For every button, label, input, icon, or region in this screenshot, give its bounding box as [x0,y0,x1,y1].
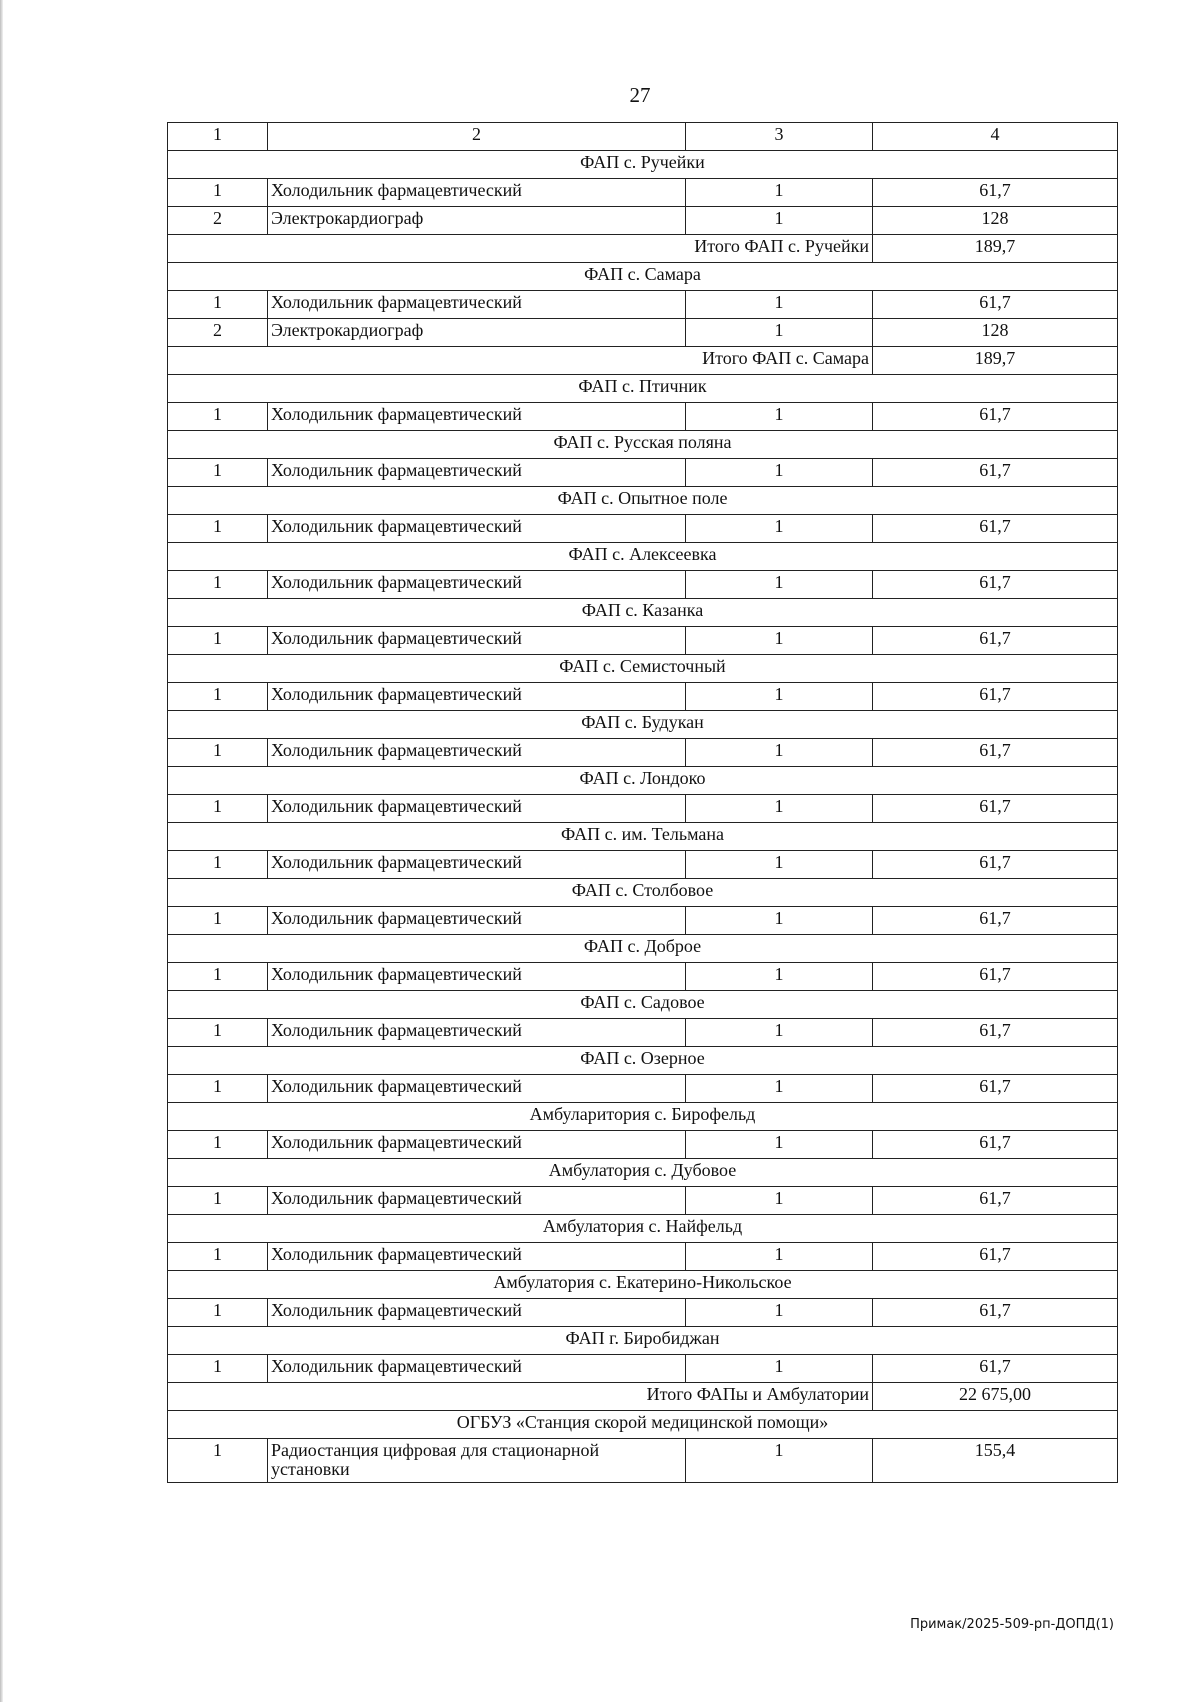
table-row [168,1019,1118,1047]
item-number: 1 [168,571,268,599]
item-sum: 61,7 [873,1075,1118,1103]
table-row [168,627,1118,655]
item-quantity: 1 [686,403,873,431]
item-quantity: 1 [686,1299,873,1327]
footer-document-code: Примак/2025-509-рп-ДОПД(1) [910,1617,1114,1632]
item-name: Холодильник фармацевтический [268,907,686,935]
section-title: ФАП с. Доброе [168,935,1118,963]
item-number: 1 [168,627,268,655]
page-number: 27 [629,83,651,107]
item-number: 1 [168,291,268,319]
item-quantity: 1 [686,1243,873,1271]
table-row [168,291,1118,319]
table-row [168,963,1118,991]
item-name: Холодильник фармацевтический [268,1075,686,1103]
item-sum: 128 [873,207,1118,235]
item-sum: 61,7 [873,627,1118,655]
section-row [168,1103,1118,1131]
section-title: ФАП с. Русская поляна [168,431,1118,459]
section-row [168,1411,1118,1439]
item-quantity: 1 [686,1355,873,1383]
section-title: Амбулатория с. Дубовое [168,1159,1118,1187]
total-label: Итого ФАП с. Самара [168,347,873,375]
item-number: 1 [168,683,268,711]
total-row [168,347,1118,375]
item-quantity: 1 [686,291,873,319]
item-sum: 61,7 [873,1019,1118,1047]
item-number: 1 [168,1439,268,1483]
item-name: Электрокардиограф [268,319,686,347]
section-title: ФАП с. Самара [168,263,1118,291]
item-name: Холодильник фармацевтический [268,739,686,767]
item-quantity: 1 [686,1075,873,1103]
item-name: Холодильник фармацевтический [268,1355,686,1383]
item-sum: 61,7 [873,515,1118,543]
table-row [168,1131,1118,1159]
item-name: Холодильник фармацевтический [268,851,686,879]
item-sum: 61,7 [873,963,1118,991]
item-number: 1 [168,1019,268,1047]
item-sum: 61,7 [873,459,1118,487]
table-row [168,1299,1118,1327]
item-quantity: 1 [686,1187,873,1215]
item-sum: 61,7 [873,1131,1118,1159]
item-number: 1 [168,515,268,543]
section-row [168,991,1118,1019]
item-quantity: 1 [686,627,873,655]
section-title: Амбулатория с. Екатерино-Никольское [168,1271,1118,1299]
item-number: 1 [168,403,268,431]
total-sum: 22 675,00 [873,1383,1118,1411]
item-name: Холодильник фармацевтический [268,1019,686,1047]
item-name: Холодильник фармацевтический [268,1187,686,1215]
item-quantity: 1 [686,851,873,879]
item-number: 1 [168,851,268,879]
item-quantity: 1 [686,571,873,599]
item-sum: 61,7 [873,1187,1118,1215]
item-sum: 61,7 [873,179,1118,207]
total-sum: 189,7 [873,235,1118,263]
section-row [168,543,1118,571]
section-row [168,1159,1118,1187]
section-row [168,711,1118,739]
section-title: Амбуларитория с. Бирофельд [168,1103,1118,1131]
section-title: ФАП с. Птичник [168,375,1118,403]
item-sum: 61,7 [873,403,1118,431]
table-row [168,795,1118,823]
total-row [168,1383,1118,1411]
item-sum: 61,7 [873,1355,1118,1383]
item-sum: 61,7 [873,1243,1118,1271]
section-row [168,823,1118,851]
table-row [168,683,1118,711]
table-row [168,179,1118,207]
section-title: ФАП с. им. Тельмана [168,823,1118,851]
column-number-2: 2 [268,123,686,151]
total-row [168,235,1118,263]
section-row [168,151,1118,179]
section-title: ФАП с. Будукан [168,711,1118,739]
table-row [168,739,1118,767]
item-quantity: 1 [686,963,873,991]
item-quantity: 1 [686,1439,873,1483]
section-title: ФАП с. Опытное поле [168,487,1118,515]
item-sum: 61,7 [873,683,1118,711]
table-row [168,1187,1118,1215]
item-quantity: 1 [686,179,873,207]
column-number-3: 3 [686,123,873,151]
item-number: 1 [168,907,268,935]
section-title: ФАП г. Биробиджан [168,1327,1118,1355]
table-row [168,571,1118,599]
item-sum: 61,7 [873,851,1118,879]
item-number: 1 [168,1355,268,1383]
section-title: ФАП с. Семисточный [168,655,1118,683]
section-title: ФАП с. Столбовое [168,879,1118,907]
item-quantity: 1 [686,459,873,487]
table-row [168,1355,1118,1383]
table-row [168,207,1118,235]
item-number: 2 [168,207,268,235]
item-name: Холодильник фармацевтический [268,515,686,543]
section-row [168,1271,1118,1299]
section-title: ФАП с. Казанка [168,599,1118,627]
section-title: ФАП с. Лондоко [168,767,1118,795]
section-title: ФАП с. Садовое [168,991,1118,1019]
item-quantity: 1 [686,207,873,235]
item-name: Холодильник фармацевтический [268,571,686,599]
item-sum: 61,7 [873,739,1118,767]
section-row [168,935,1118,963]
item-sum: 61,7 [873,795,1118,823]
section-row [168,431,1118,459]
section-row [168,1047,1118,1075]
item-number: 1 [168,1243,268,1271]
item-quantity: 1 [686,739,873,767]
item-quantity: 1 [686,683,873,711]
item-name: Холодильник фармацевтический [268,627,686,655]
table-row [168,1075,1118,1103]
total-sum: 189,7 [873,347,1118,375]
table-row [168,319,1118,347]
item-quantity: 1 [686,1131,873,1159]
item-quantity: 1 [686,319,873,347]
item-name: Холодильник фармацевтический [268,459,686,487]
equipment-table [167,122,1118,1483]
item-number: 1 [168,739,268,767]
section-row [168,263,1118,291]
section-title: ФАП с. Озерное [168,1047,1118,1075]
item-name: Холодильник фармацевтический [268,683,686,711]
section-row [168,655,1118,683]
section-row [168,375,1118,403]
item-name: Радиостанция цифровая для стационарной установки [268,1439,686,1483]
item-name: Электрокардиограф [268,207,686,235]
table-row [168,459,1118,487]
table-row [168,403,1118,431]
table-row [168,1439,1118,1483]
section-title: ФАП с. Ручейки [168,151,1118,179]
scan-edge [0,0,3,1702]
table-header-row [168,123,1118,151]
item-sum: 155,4 [873,1439,1118,1483]
table-row [168,851,1118,879]
table-row [168,1243,1118,1271]
section-row [168,487,1118,515]
item-name: Холодильник фармацевтический [268,179,686,207]
item-name: Холодильник фармацевтический [268,1299,686,1327]
item-sum: 61,7 [873,1299,1118,1327]
table-row [168,515,1118,543]
column-number-1: 1 [168,123,268,151]
section-title: Амбулатория с. Найфельд [168,1215,1118,1243]
item-number: 1 [168,459,268,487]
item-name: Холодильник фармацевтический [268,403,686,431]
total-label: Итого ФАПы и Амбулатории [168,1383,873,1411]
section-row [168,767,1118,795]
item-quantity: 1 [686,515,873,543]
item-number: 1 [168,795,268,823]
item-sum: 61,7 [873,291,1118,319]
item-name: Холодильник фармацевтический [268,963,686,991]
item-number: 2 [168,319,268,347]
item-number: 1 [168,179,268,207]
item-quantity: 1 [686,795,873,823]
section-title: ФАП с. Алексеевка [168,543,1118,571]
item-number: 1 [168,1299,268,1327]
section-row [168,1327,1118,1355]
item-number: 1 [168,1131,268,1159]
item-name: Холодильник фармацевтический [268,1243,686,1271]
table-row [168,907,1118,935]
total-label: Итого ФАП с. Ручейки [168,235,873,263]
item-quantity: 1 [686,907,873,935]
item-quantity: 1 [686,1019,873,1047]
item-name: Холодильник фармацевтический [268,291,686,319]
item-number: 1 [168,963,268,991]
item-sum: 128 [873,319,1118,347]
item-name: Холодильник фармацевтический [268,1131,686,1159]
item-name: Холодильник фармацевтический [268,795,686,823]
column-number-4: 4 [873,123,1118,151]
item-number: 1 [168,1075,268,1103]
section-row [168,1215,1118,1243]
item-sum: 61,7 [873,907,1118,935]
section-row [168,879,1118,907]
section-row [168,599,1118,627]
item-number: 1 [168,1187,268,1215]
section-title: ОГБУЗ «Станция скорой медицинской помощи» [168,1411,1118,1439]
item-sum: 61,7 [873,571,1118,599]
